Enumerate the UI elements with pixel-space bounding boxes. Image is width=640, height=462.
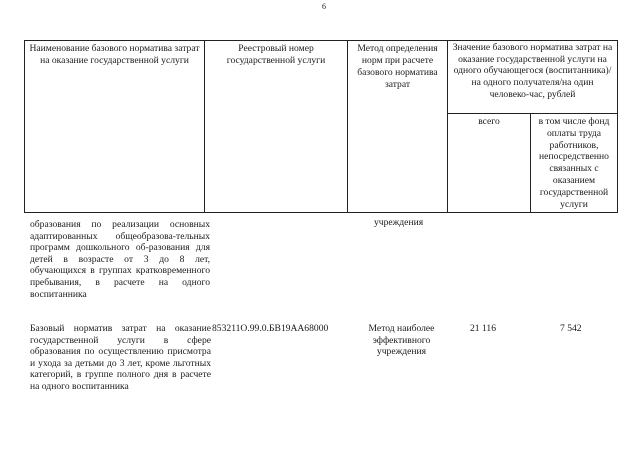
row-1-service-name: образования по реализации основных адаптированных общеобразова-тельных программ дошкольного об-разования для детей в возрасте от 3 до 8 лет, обучающихся в группах кратковременного пребывания, в расчете на одного воспитанника: [30, 219, 210, 300]
header-method: Метод определения норм при расчете базового норматива затрат: [347, 40, 448, 213]
header-total: всего: [447, 113, 531, 213]
row-2-method: Метод наиболее эффективного учреждения: [368, 323, 435, 358]
row-2-total: 21 116: [470, 323, 497, 334]
header-value: Значение базового норматива затрат на оказание государственной услуги на одного обучающегося (воспитанника)/на одного получателя/на один человеко-час, рублей: [447, 40, 618, 114]
row-2-service-name: Базовый норматив затрат на оказание государственной услуги в сфере образования по осуществлению присмотра и ухода за детьми до 3 лет, кроме льготных категорий, в группе полного дня в расчете на одного воспитанника: [30, 323, 211, 392]
header-registry-number: Реестровый номер государственной услуги: [204, 40, 348, 213]
row-1-method: учреждения: [374, 217, 424, 228]
row-2-labor-fund: 7 542: [560, 323, 582, 334]
header-labor-fund: в том числе фонд оплаты труда работников, непосредственно связанных с оказанием государственной услуги: [530, 113, 618, 213]
row-2-registry-number: 853211О.99.0.БВ19АА68000: [212, 323, 329, 334]
page-number: 6: [322, 2, 326, 11]
header-service-name: Наименование базового норматива затрат на оказание государственной услуги: [24, 40, 205, 213]
